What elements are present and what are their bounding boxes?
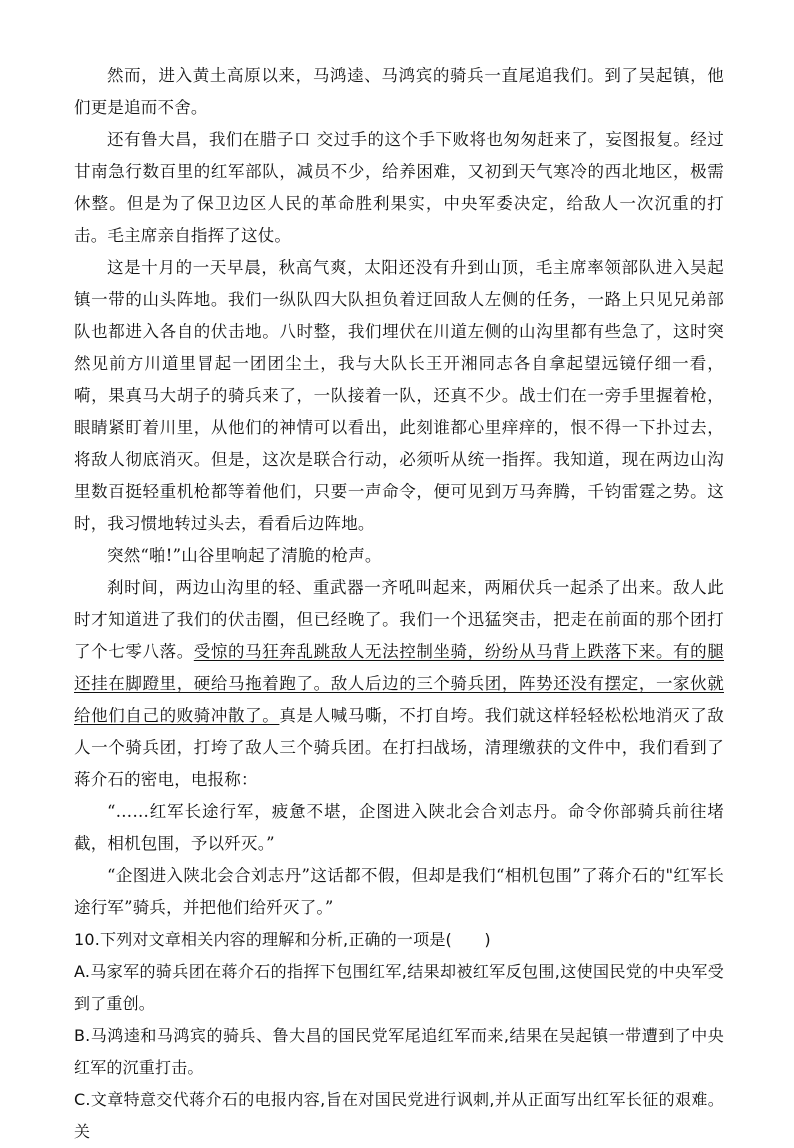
paragraph-5-start: 刹时间，两边山沟里的轻、重武器一齐吼叫起来，两厢伏兵一起杀了出来。敌人此时才知道进了我们的伏击圈，但已经晚了。我们一个迅猛突击，把走在前面的那个团打了个七零八落。 [74,578,724,661]
paragraph-2: 还有鲁大昌，我们在腊子口 交过手的这个手下败将也匆匆赶来了，妄图报复。经过甘南急行数百里的红军部队，减员不少，给养困难，又初到天气寒冷的西北地区，极需休整。但是为了保卫边区人民的革命胜利果实，中央军委决定，给敌人一次沉重的打击。毛主席亲自指挥了这仗。 [74,130,724,245]
paragraph-3: 这是十月的一天早晨，秋高气爽，太阳还没有升到山顶，毛主席率领部队进入吴起镇一带的山头阵地。我们一纵队四大队担负着迂回敌人左侧的任务，一路上只见兄弟部队也都进入各自的伏击地。八时整，我们埋伏在川道左侧的山沟里都有些急了，这时突然见前方川道里冒起一团团尘土，我与大队长王开湘同志各自拿起望远镜仔细一看，嗬，果真马大胡子的骑兵来了，一队接着一队，还真不少。战士们在一旁手里握着枪，眼睛紧盯着川里，从他们的神情可以看出，此刻谁都心里痒痒的，恨不得一下扑过去，将敌人彻底消灭。但是，这次是联合行动，必须听从统一指挥。我知道，现在两边山沟里数百挺轻重机枪都等着他们，只要一声命令，便可见到万马奔腾，千钧雷霆之势。这时，我习惯地转过头去，看看后边阵地。 [74,258,724,533]
paragraph-7: “企图进入陕北会合刘志丹”这话都不假，但却是我们“相机包围”了蒋介石的"红军长途行军”骑兵，并把他们给歼灭了。” [74,866,724,917]
option-c: C.文章特意交代蒋介石的电报内容,旨在对国民党进行讽刺,并从正面写出红军长征的艰难。关 [74,1090,724,1141]
document-page [74,60,724,1148]
underlined-passage: 受惊的马狂奔乱跳敌人无法控制坐骑，纷纷从马背上跌落下来。有的腿还挂在脚蹬里，硬给马拖着跑了。敌人后边的三个骑兵团，阵势还没有摆定，一家伙就给他们自己的败骑冲散了。 [74,642,724,725]
option-b: B.马鸿逵和马鸿宾的骑兵、鲁大昌的国民党军尾追红军而来,结果在吴起镇一带遭到了中央红军的沉重打击。 [74,1026,724,1077]
paragraph-5 [74,572,724,796]
question-stem: 10.下列对文章相关内容的理解和分析,正确的一项是( ) [74,930,491,949]
option-a: A.马家军的骑兵团在蒋介石的指挥下包围红军,结果却被红军反包围,这使国民党的中央军受到了重创。 [74,962,724,1013]
paragraph-4: 突然“啪!”山谷里响起了清脆的枪声。 [107,546,382,565]
paragraph-5-end: 真是人喊马嘶，不打自垮。我们就这样轻轻松松地消灭了敌人一个骑兵团，打垮了敌人三个骑兵团。在打扫战场，清理缴获的文件中，我们看到了蒋介石的密电，电报称： [74,706,725,789]
telegram-quote: “……红军长途行军，疲惫不堪，企图进入陕北会合刘志丹。命令你部骑兵前往堵截，相机包围，予以歼灭。” [74,802,724,853]
paragraph-1: 然而，进入黄土高原以来，马鸿逵、马鸿宾的骑兵一直尾追我们。到了吴起镇，他们更是追而不舍。 [74,66,724,117]
